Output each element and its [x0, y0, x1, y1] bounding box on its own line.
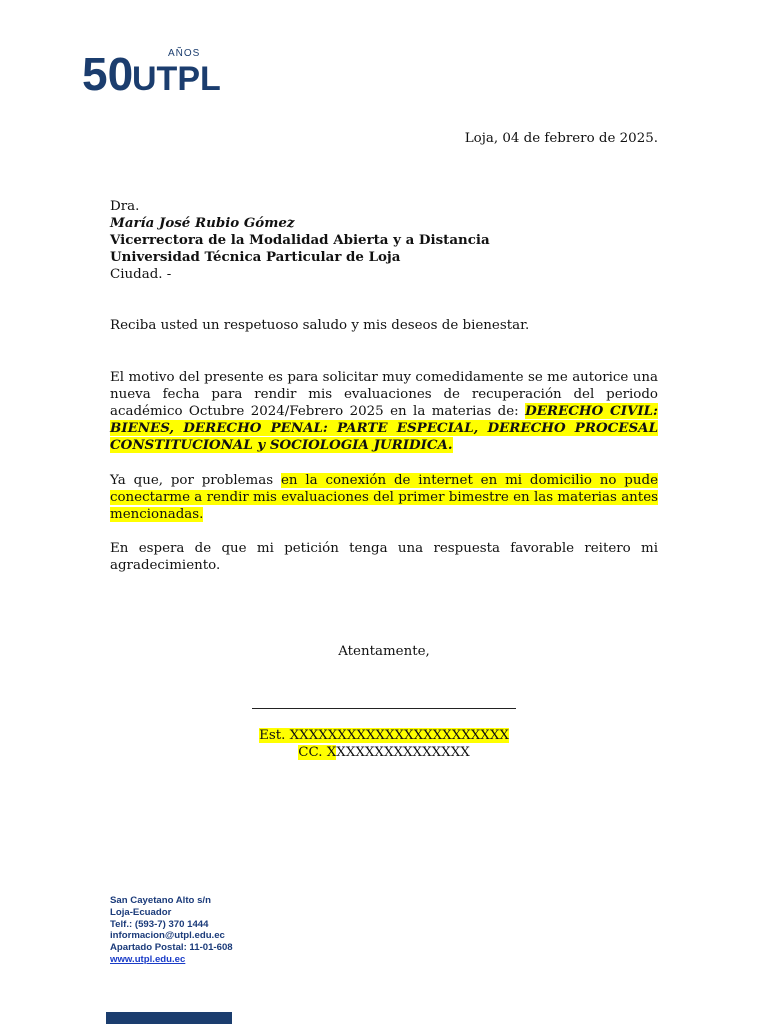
letter-date: Loja, 04 de febrero de 2025. — [464, 131, 658, 146]
student-id: Est. XXXXXXXXXXXXXXXXXXXXXXX — [259, 728, 509, 743]
recipient-title: Dra. — [110, 199, 140, 214]
logo-graphic — [82, 40, 232, 94]
recipient-position: Vicerrectora de la Modalidad Abierta y a Distancia — [110, 232, 490, 248]
recipient-name: María José Rubio Gómez — [110, 215, 295, 231]
logo-number: 50 — [82, 48, 134, 94]
recipient-institution: Universidad Técnica Particular de Loja — [110, 249, 401, 265]
cc-prefix: CC. X — [298, 745, 337, 760]
reason-text: Ya que, por problemas — [110, 473, 281, 488]
footer-location: Loja-Ecuador — [110, 906, 172, 918]
footer-address: San Cayetano Alto s/n — [110, 895, 211, 906]
greeting-line: Reciba usted un respetuoso saludo y mis deseos de bienestar. — [110, 318, 530, 333]
logo-name: UTPL — [132, 60, 221, 94]
signature-line — [252, 708, 516, 709]
request-text: El motivo del presente es para solicitar muy comedidamente se me autorice una nueva fecha para rendir mis evaluaciones de recuperación del periodo académico Octubre 2024/Febrero 2025 en la materias de: — [110, 370, 658, 419]
reason-highlight: en la conexión de internet en mi domicilio no pude conectarme a rendir mis evaluaciones del primer bimestre en las materias antes mencionadas. — [110, 473, 658, 522]
footer-email: informacion@utpl.edu.ec — [110, 930, 225, 942]
footer-po-box: Apartado Postal: 11-01-608 — [110, 942, 233, 954]
footer-bar — [106, 1012, 232, 1024]
utpl-50-anos-logo — [82, 40, 232, 94]
footer-phone: Telf.: (593-7) 370 1444 — [110, 918, 209, 930]
subjects-list: DERECHO CIVIL: BIENES, DERECHO PENAL: PARTE ESPECIAL, DERECHO PROCESAL CONSTITUCIONAL y SOCIOLOGIA JURIDICA. — [110, 403, 658, 453]
footer-contact — [110, 895, 233, 966]
footer-website-link[interactable]: www.utpl.edu.ec — [110, 953, 186, 965]
logo-anos: AÑOS — [168, 48, 201, 59]
closing-paragraph: En espera de que mi petición tenga una respuesta favorable reitero mi agradecimiento. — [110, 541, 658, 573]
signature-block — [0, 727, 768, 761]
recipient-block — [110, 198, 658, 283]
cc-rest: XXXXXXXXXXXXXX — [336, 745, 470, 760]
closing-salutation: Atentamente, — [338, 644, 430, 659]
reason-paragraph — [110, 472, 658, 523]
recipient-city: Ciudad. - — [110, 267, 172, 282]
request-paragraph — [110, 369, 658, 454]
